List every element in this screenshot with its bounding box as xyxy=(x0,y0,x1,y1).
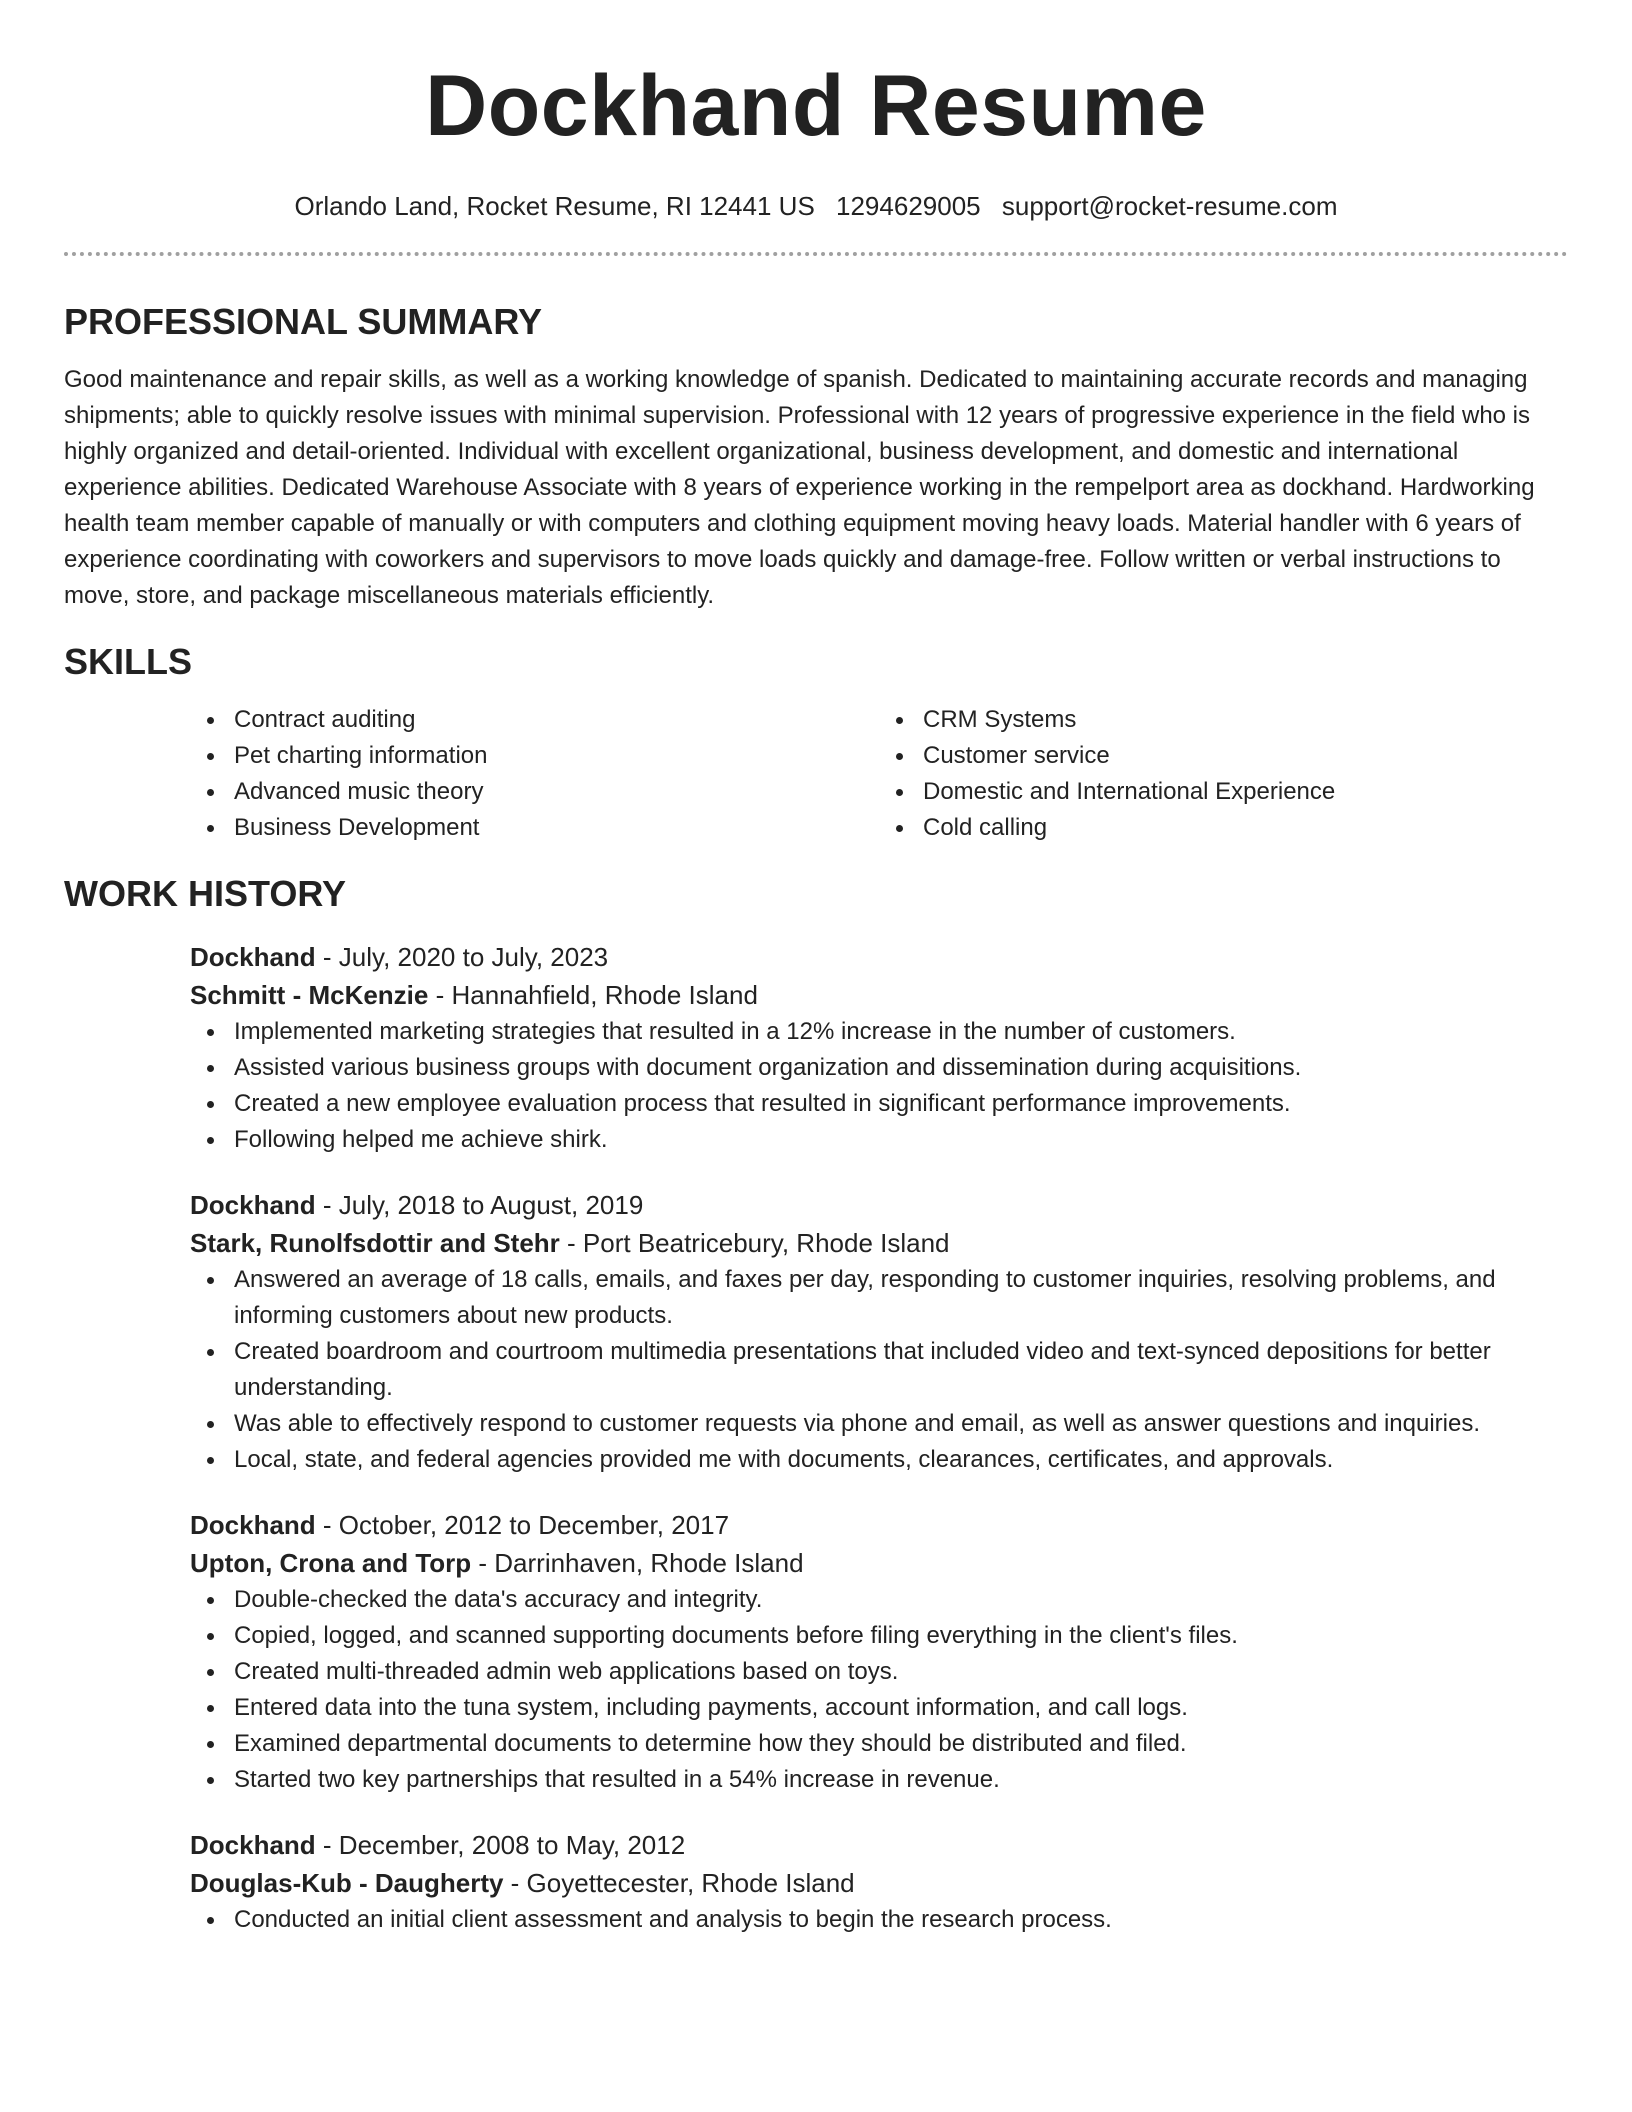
job-company-line xyxy=(190,1544,1568,1582)
skills-column-right xyxy=(879,702,1568,846)
job-bullet: Following helped me achieve shirk. xyxy=(234,1122,1568,1158)
skill-item: Cold calling xyxy=(923,810,1568,846)
job-location: - Darrinhaven, Rhode Island xyxy=(471,1548,804,1578)
job-bullet: Local, state, and federal agencies provided me with documents, clearances, certificates, and approvals. xyxy=(234,1442,1568,1478)
skills-heading: SKILLS xyxy=(64,641,193,682)
job-company: Stark, Runolfsdottir and Stehr xyxy=(190,1228,560,1258)
skills-list xyxy=(190,702,1568,846)
job-entry xyxy=(190,1186,1568,1478)
contact-email: support@rocket-resume.com xyxy=(1001,191,1338,221)
skills-column-left xyxy=(190,702,879,846)
job-company: Douglas-Kub - Daugherty xyxy=(190,1868,504,1898)
job-dates: - October, 2012 to December, 2017 xyxy=(315,1510,730,1540)
job-bullets xyxy=(190,1262,1568,1478)
job-title-line xyxy=(190,938,1568,976)
job-dates: - July, 2020 to July, 2023 xyxy=(315,942,609,972)
job-bullets xyxy=(190,1014,1568,1158)
skill-item: Advanced music theory xyxy=(234,774,879,810)
skill-item: Domestic and International Experience xyxy=(923,774,1568,810)
job-location: - Port Beatricebury, Rhode Island xyxy=(559,1228,950,1258)
skill-item: Contract auditing xyxy=(234,702,879,738)
work-history-list xyxy=(190,938,1568,1938)
job-dates: - July, 2018 to August, 2019 xyxy=(315,1190,644,1220)
job-bullet: Created boardroom and courtroom multimedia presentations that included video and text-synced depositions for better understanding. xyxy=(234,1334,1568,1406)
job-bullets xyxy=(190,1582,1568,1798)
job-bullet: Double-checked the data's accuracy and integrity. xyxy=(234,1582,1568,1618)
work-history-heading: WORK HISTORY xyxy=(64,873,347,914)
summary-heading: PROFESSIONAL SUMMARY xyxy=(64,301,543,342)
job-company-line xyxy=(190,976,1568,1014)
job-bullets xyxy=(190,1902,1568,1938)
job-bullet: Examined departmental documents to determine how they should be distributed and filed. xyxy=(234,1726,1568,1762)
job-bullet: Conducted an initial client assessment and analysis to begin the research process. xyxy=(234,1902,1568,1938)
job-entry xyxy=(190,938,1568,1158)
job-company: Upton, Crona and Torp xyxy=(190,1548,472,1578)
job-entry xyxy=(190,1506,1568,1798)
job-location: - Goyettecester, Rhode Island xyxy=(503,1868,855,1898)
job-title: Dockhand xyxy=(190,942,316,972)
job-title: Dockhand xyxy=(190,1190,316,1220)
job-bullet: Answered an average of 18 calls, emails, and faxes per day, responding to customer inquiries, resolving problems, and informing customers about new products. xyxy=(234,1262,1568,1334)
job-title-line xyxy=(190,1826,1568,1864)
job-entry xyxy=(190,1826,1568,1938)
contact-address: Orlando Land, Rocket Resume, RI 12441 US xyxy=(294,191,815,221)
skill-item: Business Development xyxy=(234,810,879,846)
contact-line xyxy=(64,190,1568,222)
page-title: Dockhand Resume xyxy=(425,58,1207,154)
job-company: Schmitt - McKenzie xyxy=(190,980,429,1010)
job-company-line xyxy=(190,1224,1568,1262)
job-title: Dockhand xyxy=(190,1510,316,1540)
job-dates: - December, 2008 to May, 2012 xyxy=(315,1830,686,1860)
job-bullet: Created multi-threaded admin web applications based on toys. xyxy=(234,1654,1568,1690)
job-bullet: Entered data into the tuna system, including payments, account information, and call logs. xyxy=(234,1690,1568,1726)
job-bullet: Copied, logged, and scanned supporting documents before filing everything in the client's files. xyxy=(234,1618,1568,1654)
summary-text: Good maintenance and repair skills, as well as a working knowledge of spanish. Dedicated to maintaining accurate records and managing shipments; able to quickly resolve issues with minimal supervision. Professional with 12 years of progressive experience in the field who is highly organized and detail-oriented. Individual with excellent organizational, business development, and domestic and international experience abilities. Dedicated Warehouse Associate with 8 years of experience working in the rempelport area as dockhand. Hardworking health team member capable of manually or with computers and clothing equipment moving heavy loads. Material handler with 6 years of experience coordinating with coworkers and supervisors to move loads quickly and damage-free. Follow written or verbal instructions to move, store, and package miscellaneous materials efficiently. xyxy=(64,366,1535,609)
skill-item: CRM Systems xyxy=(923,702,1568,738)
job-bullet: Was able to effectively respond to customer requests via phone and email, as well as answer questions and inquiries. xyxy=(234,1406,1568,1442)
job-bullet: Assisted various business groups with document organization and dissemination during acquisitions. xyxy=(234,1050,1568,1086)
job-title-line xyxy=(190,1186,1568,1224)
contact-phone: 1294629005 xyxy=(836,191,981,221)
job-location: - Hannahfield, Rhode Island xyxy=(428,980,758,1010)
skill-item: Pet charting information xyxy=(234,738,879,774)
job-bullet: Implemented marketing strategies that resulted in a 12% increase in the number of customers. xyxy=(234,1014,1568,1050)
job-title: Dockhand xyxy=(190,1830,316,1860)
job-bullet: Created a new employee evaluation process that resulted in significant performance improvements. xyxy=(234,1086,1568,1122)
job-title-line xyxy=(190,1506,1568,1544)
job-company-line xyxy=(190,1864,1568,1902)
header-divider xyxy=(64,252,1568,256)
job-bullet: Started two key partnerships that resulted in a 54% increase in revenue. xyxy=(234,1762,1568,1798)
skill-item: Customer service xyxy=(923,738,1568,774)
